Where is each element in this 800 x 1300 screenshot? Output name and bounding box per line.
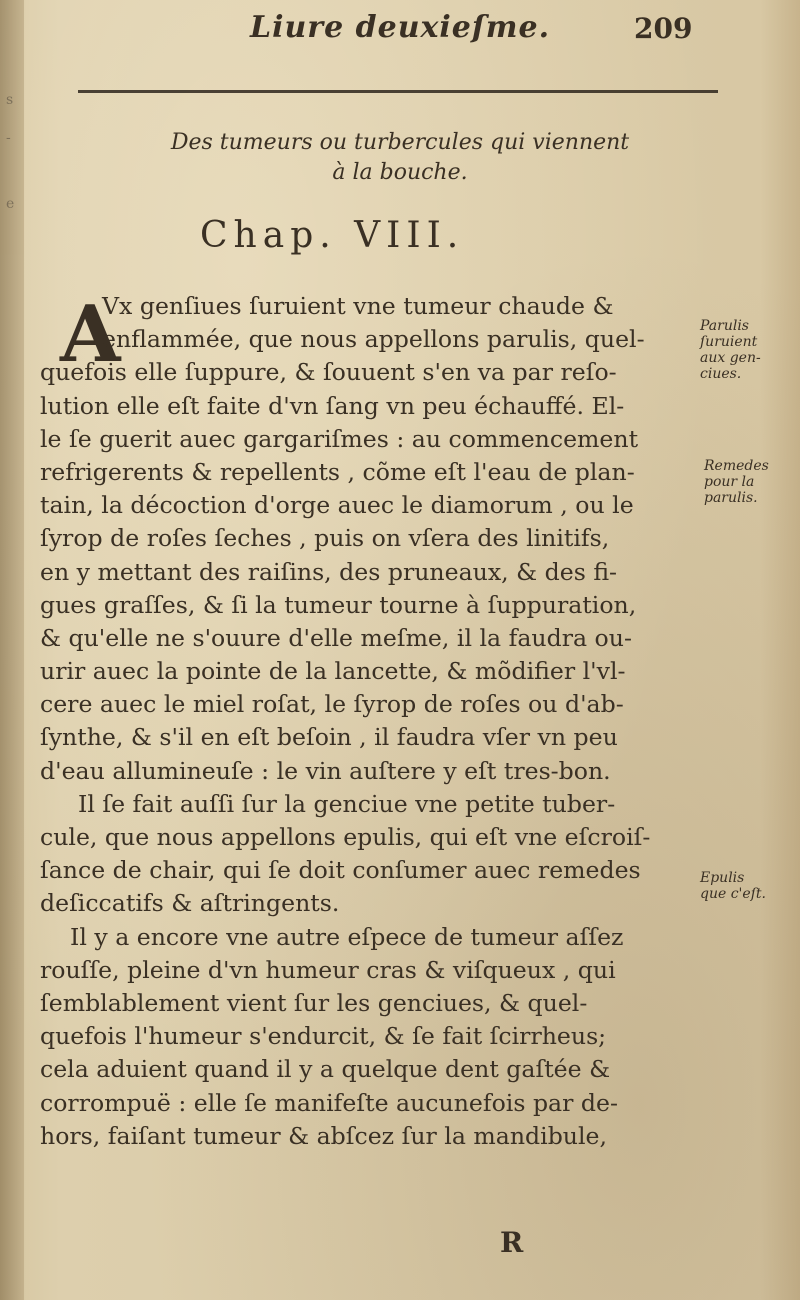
body-line: quefois elle ſuppure, & ſouuent s'en va par reſo- bbox=[40, 358, 617, 387]
marginal-line: ſuruient bbox=[700, 334, 758, 350]
section-heading bbox=[0, 128, 800, 188]
book-gutter bbox=[0, 0, 24, 1300]
body-line: cere auec le miel roſat, le ſyrop de roſes ou d'ab- bbox=[40, 690, 624, 719]
body-line: lution elle eſt faite d'vn ſang vn peu échauffé. El- bbox=[40, 391, 625, 420]
body-line: & qu'elle ne s'ouure d'elle meſme, il la faudra ou- bbox=[40, 623, 632, 652]
gutter-mark: - bbox=[6, 130, 11, 146]
marginal-line: pour la bbox=[704, 474, 755, 490]
gutter-mark: s bbox=[6, 92, 14, 108]
section-heading-line: Des tumeurs ou turbercules qui viennent bbox=[170, 130, 630, 155]
body-line: quefois l'humeur s'endurcit, & ſe fait ſcirrheus; bbox=[40, 1022, 607, 1051]
body-line: ſyrop de roſes ſeches , puis on vſera des linitifs, bbox=[40, 524, 610, 553]
body-line: le ſe guerit auec gargariſmes : au commencement bbox=[40, 424, 639, 453]
running-title: Liure deuxieſme. bbox=[250, 10, 551, 45]
marginal-line: Epulis bbox=[700, 870, 745, 886]
body-line: Il ſe fait auſſi ſur la genciue vne petite tuber- bbox=[78, 789, 616, 818]
marginal-line: Remedes bbox=[704, 458, 769, 474]
body-line: tain, la décoction d'orge auec le diamorum , ou le bbox=[40, 491, 634, 520]
body-line: deſiccatifs & aſtringents. bbox=[40, 889, 340, 918]
body-line: d'eau allumineuſe : le vin auſtere y eſt tres-bon. bbox=[40, 756, 611, 785]
catchword: R bbox=[500, 1226, 524, 1259]
marginal-note-parulis bbox=[700, 318, 761, 382]
body-line: rouſſe, pleine d'vn humeur cras & viſqueux , qui bbox=[40, 955, 616, 984]
marginal-note-remedes bbox=[704, 458, 769, 506]
body-line: enflammée, que nous appellons parulis, quel- bbox=[102, 325, 645, 354]
body-line: cule, que nous appellons epulis, qui eſt vne eſcroiſ- bbox=[40, 823, 651, 851]
body-line: en y mettant des raiſins, des pruneaux, & des fi- bbox=[40, 557, 618, 586]
body-line: refrigerents & repellents , cõme eſt l'eau de plan- bbox=[40, 457, 635, 486]
body-line: ſance de chair, qui ſe doit conſumer auec remedes bbox=[40, 856, 641, 885]
marginal-line: ciues. bbox=[700, 366, 742, 382]
marginal-note-epulis bbox=[700, 870, 766, 902]
body-text bbox=[40, 290, 690, 1153]
marginal-line: parulis. bbox=[704, 490, 758, 506]
marginal-line: aux gen- bbox=[700, 350, 761, 366]
body-line: cela aduient quand il y a quelque dent gaſtée & bbox=[40, 1055, 611, 1084]
running-header bbox=[0, 10, 800, 50]
body-line: Il y a encore vne autre eſpece de tumeur aſſez bbox=[70, 922, 624, 951]
body-line: corrompuë : elle ſe manifeſte aucunefois par de- bbox=[40, 1088, 618, 1117]
header-rule bbox=[78, 90, 718, 93]
chapter-heading: Chap. VIII. bbox=[200, 215, 465, 256]
page-number: 209 bbox=[634, 12, 693, 45]
marginal-line: que c'eſt. bbox=[700, 886, 766, 902]
body-line: urir auec la pointe de la lancette, & mõdifier l'vl- bbox=[40, 657, 626, 686]
drop-capital: A bbox=[60, 289, 121, 380]
marginal-line: Parulis bbox=[700, 318, 749, 334]
body-line: hors, faiſant tumeur & abſcez ſur la mandibule, bbox=[40, 1121, 608, 1150]
section-heading-line: à la bouche. bbox=[332, 160, 468, 185]
body-line: ſynthe, & s'il en eſt beſoin , il faudra vſer vn peu bbox=[40, 723, 618, 752]
body-line: gues graſſes, & ſi la tumeur tourne à ſuppuration, bbox=[40, 590, 637, 619]
body-line: Vx genſiues ſuruient vne tumeur chaude & bbox=[102, 292, 614, 320]
gutter-mark: e bbox=[6, 196, 15, 212]
body-line: ſemblablement vient ſur les genciues, & quel- bbox=[40, 988, 588, 1017]
